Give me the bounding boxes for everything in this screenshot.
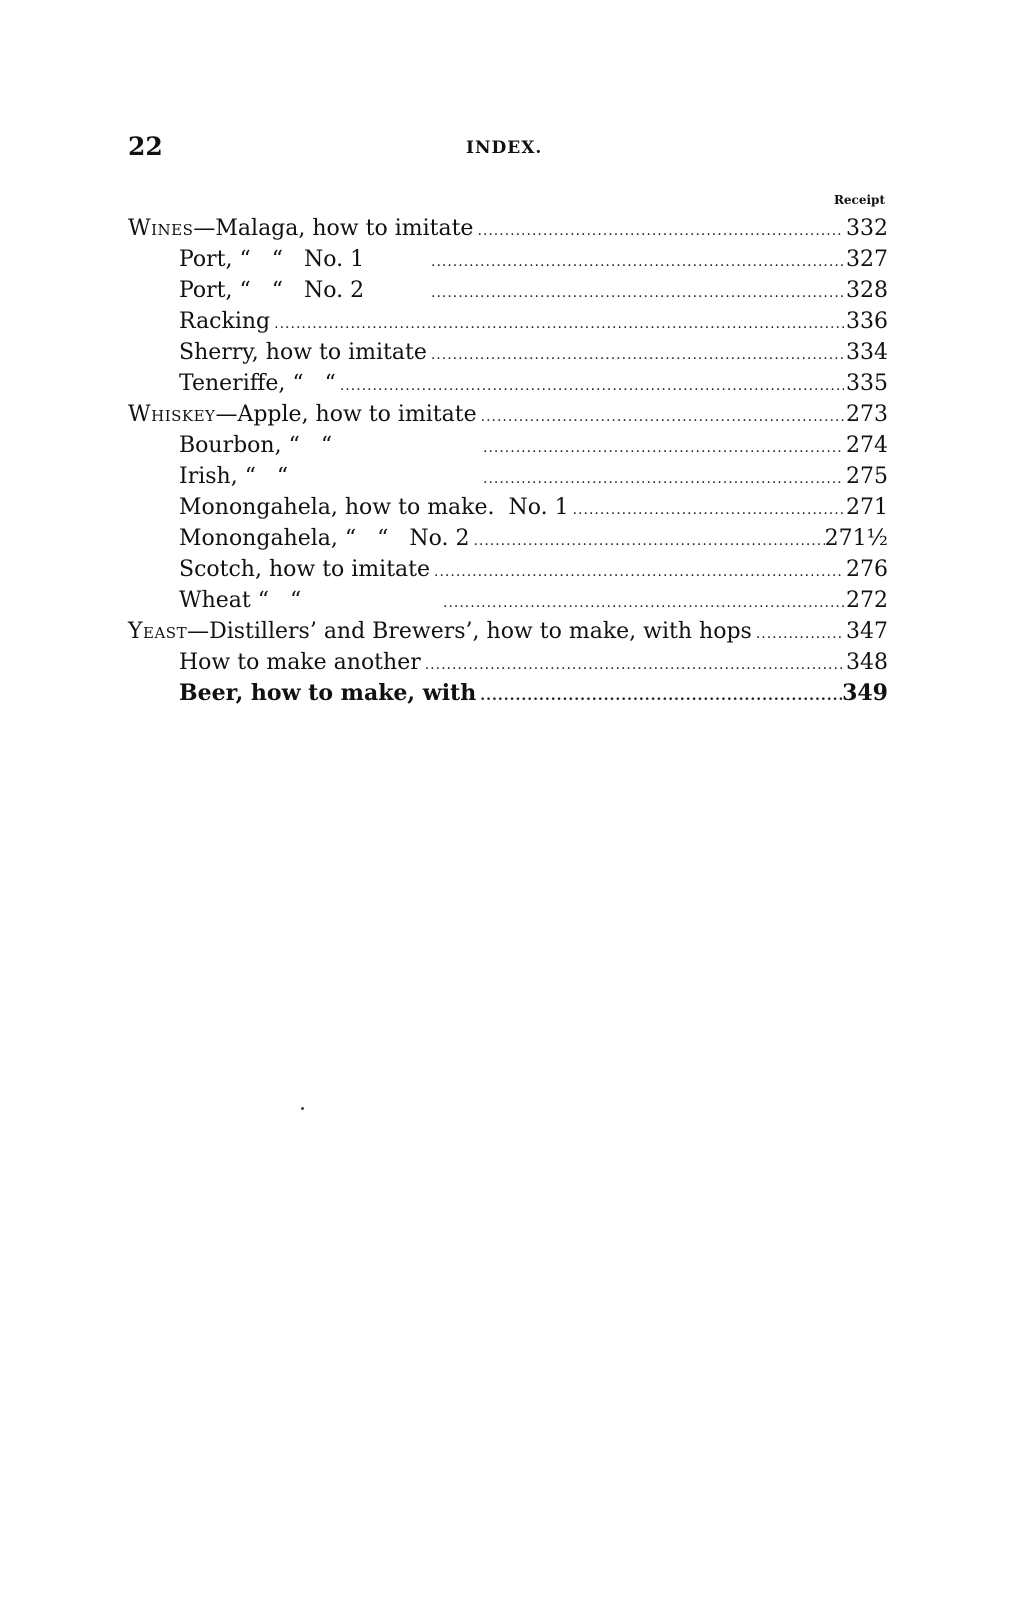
receipt-number: 327 [846,247,888,272]
dot-leader [752,619,844,650]
ditto-marks: “ “ No. 1 [239,247,365,272]
index-entry: Yeast—Distillers’ and Brewers’, how to make, with hops ..... 347 [128,616,888,647]
receipt-number: 276 [846,557,888,582]
receipt-column-heading: Receipt [833,193,885,207]
receipt-number: 275 [846,464,888,489]
entry-text: Irish, [179,464,238,489]
entry-category: Whiskey [128,402,216,427]
receipt-number: 274 [846,433,888,458]
dot-leader [336,371,844,402]
entry-text: Racking [179,309,271,334]
index-entry [128,461,888,492]
dot-leader [421,650,844,681]
index-entry [128,306,888,337]
index-entry [128,337,888,368]
receipt-number: 272 [846,588,888,613]
index-entry: Whiskey—Apple, how to imitate ..... 273 [128,399,888,430]
entry-text: Apple, how to imitate [237,402,477,427]
ditto-marks: “ “ [288,433,333,458]
entry-text: Sherry, how to imitate [179,340,427,365]
index-entries [128,213,888,709]
entry-category: Yeast [128,619,188,644]
receipt-number: 349 [842,680,888,706]
index-entry [128,585,888,616]
index-entry [128,368,888,399]
dot-leader [430,557,844,588]
ditto-marks: “ “ [257,588,302,613]
dot-leader [427,340,844,371]
index-entry [128,244,888,275]
receipt-number: 271½ [824,526,888,551]
ditto-marks: “ “ No. 2 [239,278,365,303]
dot-leader [469,526,824,557]
entry-text: Wheat [179,588,251,613]
entry-text: Port, [179,278,233,303]
dot-leader [427,278,844,309]
receipt-number: 348 [846,650,888,675]
entry-text: Malaga, how to imitate [215,216,474,241]
index-entry [128,647,888,678]
entry-text: How to make another [179,650,421,675]
entry-text: Monongahela, [179,526,338,551]
receipt-number: 336 [846,309,888,334]
dot-leader [479,464,844,495]
index-entry [128,275,888,306]
entry-text: Teneriffe, [179,371,286,396]
receipt-number: 328 [846,278,888,303]
dot-leader [473,216,844,247]
page-title: INDEX. [466,138,543,158]
dot-leader [427,247,844,278]
receipt-number: 334 [846,340,888,365]
dot-leader [569,495,844,526]
index-entry: Wines—Malaga, how to imitate ..... 332 [128,213,888,244]
entry-text: Scotch, how to imitate [179,557,431,582]
entry-text: Monongahela, how to make. No. 1 [179,495,569,520]
index-entry [128,492,888,523]
dot-leader [476,681,842,712]
entry-text: Port, [179,247,233,272]
dot-leader [270,309,844,340]
ditto-marks: “ “ No. 2 [344,526,470,551]
receipt-number: 335 [846,371,888,396]
dot-leader [477,402,844,433]
dot-leader [479,433,844,464]
ditto-marks: “ “ [244,464,289,489]
index-entry [128,430,888,461]
index-entry [128,523,888,554]
entry-category: Wines [128,216,194,241]
receipt-number: 273 [846,402,888,427]
entry-text: Beer, how to make, with [179,680,477,706]
receipt-number: 271 [846,495,888,520]
page-number: 22 [128,132,163,161]
receipt-number: 347 [846,619,888,644]
index-entry [128,678,888,709]
entry-text: Distillers’ and Brewers’, how to make, with hops [209,619,752,644]
receipt-number: 332 [846,216,888,241]
ditto-marks: “ “ [292,371,336,396]
dot-leader [439,588,844,619]
entry-text: Bourbon, [179,433,282,458]
ink-speck [301,1107,304,1110]
index-entry [128,554,888,585]
